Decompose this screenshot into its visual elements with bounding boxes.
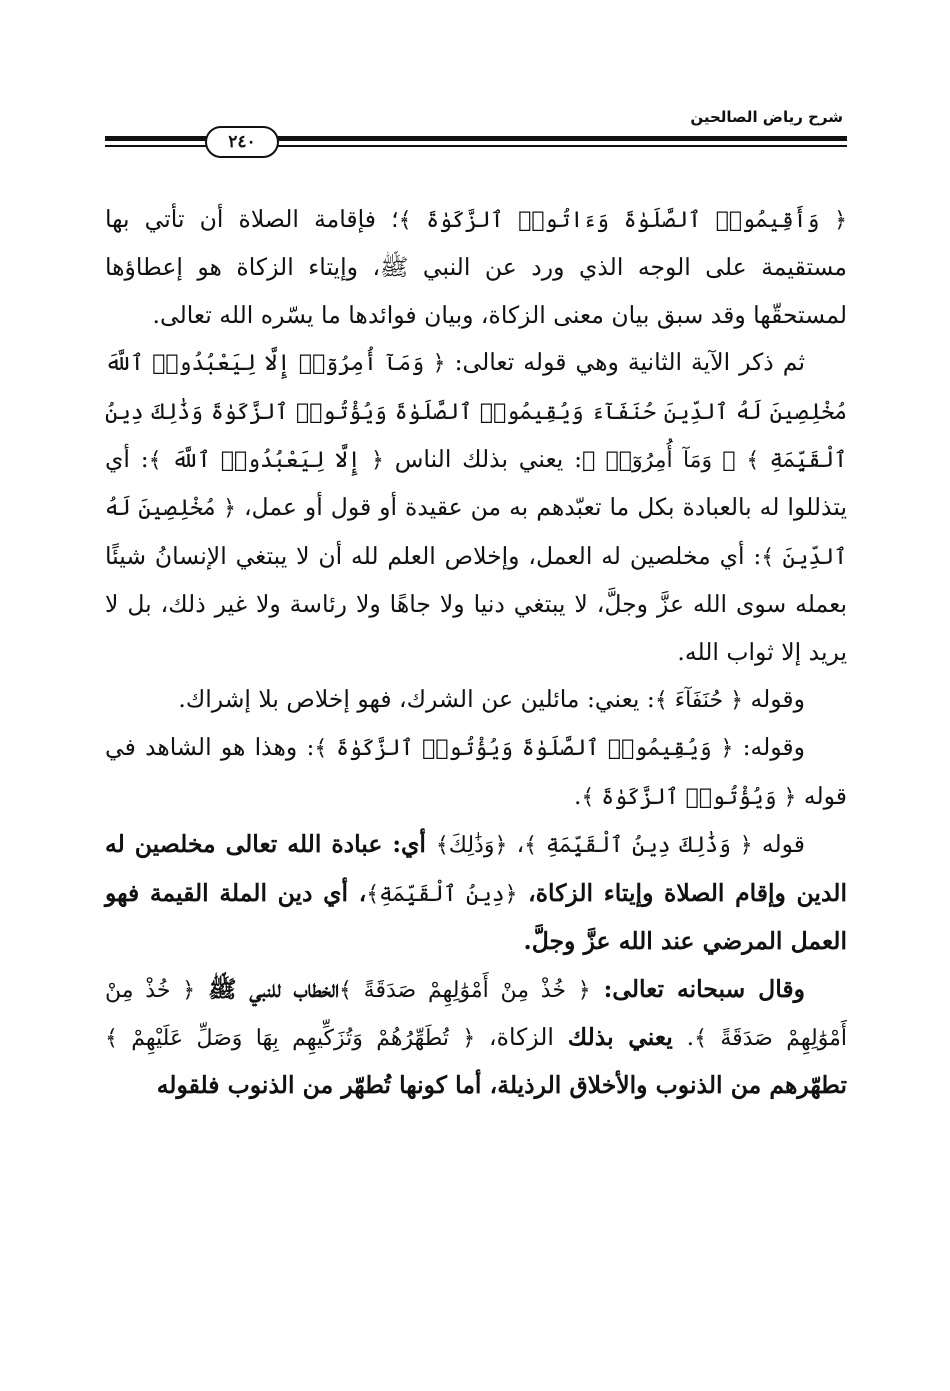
paragraph-p6 xyxy=(105,966,847,1110)
quran-quote: ﴿ خُذْ مِنْ أَمْوَٰلِهِمْ صَدَقَةً ﴾ xyxy=(339,977,591,1003)
quran-quote: ﴿ وَمَآ أُمِرُوٓا۟ ﴾ xyxy=(582,448,736,474)
running-title: شرح رياض الصالحين xyxy=(690,108,843,126)
text-segment: وقوله: xyxy=(733,733,805,762)
text-segment: ثم ذكر الآية الثانية وهي قوله تعالى: xyxy=(445,348,805,377)
paragraph-p5 xyxy=(105,821,847,965)
text-segment: : يعني: مائلين عن الشرك، فهو إخلاص بلا إشراك. xyxy=(178,685,655,714)
quran-quote: ﴿ تُطَهِّرُهُمْ وَتُزَكِّيهِم بِهَا وَصَلِّ عَلَيْهِمْ ﴾ xyxy=(105,1025,476,1051)
quran-quote: ﴿ خُذْ مِنْ أَمْوَٰلِهِمْ صَدَقَةً ﴾ xyxy=(105,977,847,1051)
paragraph-p4 xyxy=(105,724,847,821)
page-header xyxy=(105,108,847,158)
page-number: ٢٤٠ xyxy=(205,126,279,158)
quran-quote: ﴿وَذَٰلِكَ﴾ xyxy=(435,833,508,859)
text-segment: : يعني بذلك الناس xyxy=(383,445,583,474)
text-segment: ؛ فإقامة الصلاة أن تأتي بها مستقيمة على الوجه الذي ورد عن النبي ﷺ، وإيتاء الزكاة هو إعطاؤها لمستحقّها وقد سبق بيان معنى الزكاة، وبيان فوائدها ما يسّره الله تعالى. xyxy=(105,205,847,329)
quran-quote: ﴿ وَيُؤْتُوا۟ ٱلزَّكَوٰةَ ﴾ xyxy=(581,784,797,810)
quran-quote: ﴿ وَذَٰلِكَ دِينُ ٱلْقَيِّمَةِ ﴾ xyxy=(524,833,753,859)
quran-quote: ﴿ إِلَّا لِيَعْبُدُوا۟ ٱللَّهَ ﴾ xyxy=(148,448,384,474)
quran-quote: ﴿ حُنَفَآءَ ﴾ xyxy=(654,688,744,714)
quran-quote: ﴿ وَأَقِيمُوا۟ ٱلصَّلَوٰةَ وَءَاتُوا۟ ٱلزَّكَوٰةَ ﴾ xyxy=(398,208,847,233)
paragraph-p1 xyxy=(105,196,847,339)
text-segment xyxy=(736,445,747,473)
text-segment: : أي مخلصين له العمل، وإخلاص العلم لله أن لا يبتغي الإنسانُ شيئًا بعمله سوى الله عزَّ وجلَّ، لا يبتغي دنيا ولا جاهًا ولا رئاسة ولا غير ذلك، بل لا يريد إلا ثواب الله. xyxy=(105,541,847,666)
text-segment: : أي يتذللوا له بالعبادة بكل ما تعبّدهم به من عقيدة أو قول أو عمل، xyxy=(105,445,847,522)
text-segment: وقوله xyxy=(743,685,805,714)
text-segment: تطهّرهم من الذنوب والأخلاق الرذيلة، أما كونها تُطهّر من الذنوب فلقوله xyxy=(156,1071,847,1100)
quran-quote: ﴿ مُخْلِصِينَ لَهُ ٱلدِّينَ ﴾ xyxy=(105,496,847,570)
body-text xyxy=(105,196,847,1276)
text-segment: قوله xyxy=(752,830,805,859)
paragraph-p3 xyxy=(105,676,847,724)
text-segment: وقال سبحانه تعالى: xyxy=(590,974,806,1003)
text-segment: أي: عبادة الله تعالى مخلصين له الدين وإقام الصلاة وإيتاء الزكاة، xyxy=(105,830,847,907)
quran-quote: ﴿ وَيُقِيمُوا۟ ٱلصَّلَوٰةَ وَيُؤْتُوا۟ ٱلزَّكَوٰةَ ﴾ xyxy=(314,736,734,762)
text-segment: . xyxy=(672,1022,695,1051)
text-segment: ، xyxy=(507,830,525,859)
text-segment: : وهذا هو الشاهد في قوله xyxy=(105,733,847,810)
text-segment: يعني بذلك xyxy=(567,1022,673,1051)
text-segment: الزكاة، xyxy=(475,1022,568,1051)
quran-quote: ﴿ وَمَآ أُمِرُوٓا۟ إِلَّا لِيَعْبُدُوا۟ ٱللَّهَ مُخْلِصِينَ لَهُ ٱلدِّينَ حُنَفَآءَ وَيُقِيمُوا۟ ٱلصَّلَوٰةَ وَيُؤْتُوا۟ ٱلزَّكَوٰةَ وَذَٰلِكَ دِينُ ٱلْقَيِّمَةِ ﴾ xyxy=(105,351,847,474)
text-segment: . xyxy=(573,781,582,810)
paragraph-p2 xyxy=(105,339,847,676)
text-segment: ، أي دين الملة القيمة فهو العمل المرضي عند الله عزَّ وجلَّ. xyxy=(105,878,847,956)
quran-quote: ﴿دِينُ ٱلْقَيِّمَةِ﴾ xyxy=(366,881,518,907)
text-segment: الخطاب للنبي ﷺ xyxy=(195,974,340,1003)
